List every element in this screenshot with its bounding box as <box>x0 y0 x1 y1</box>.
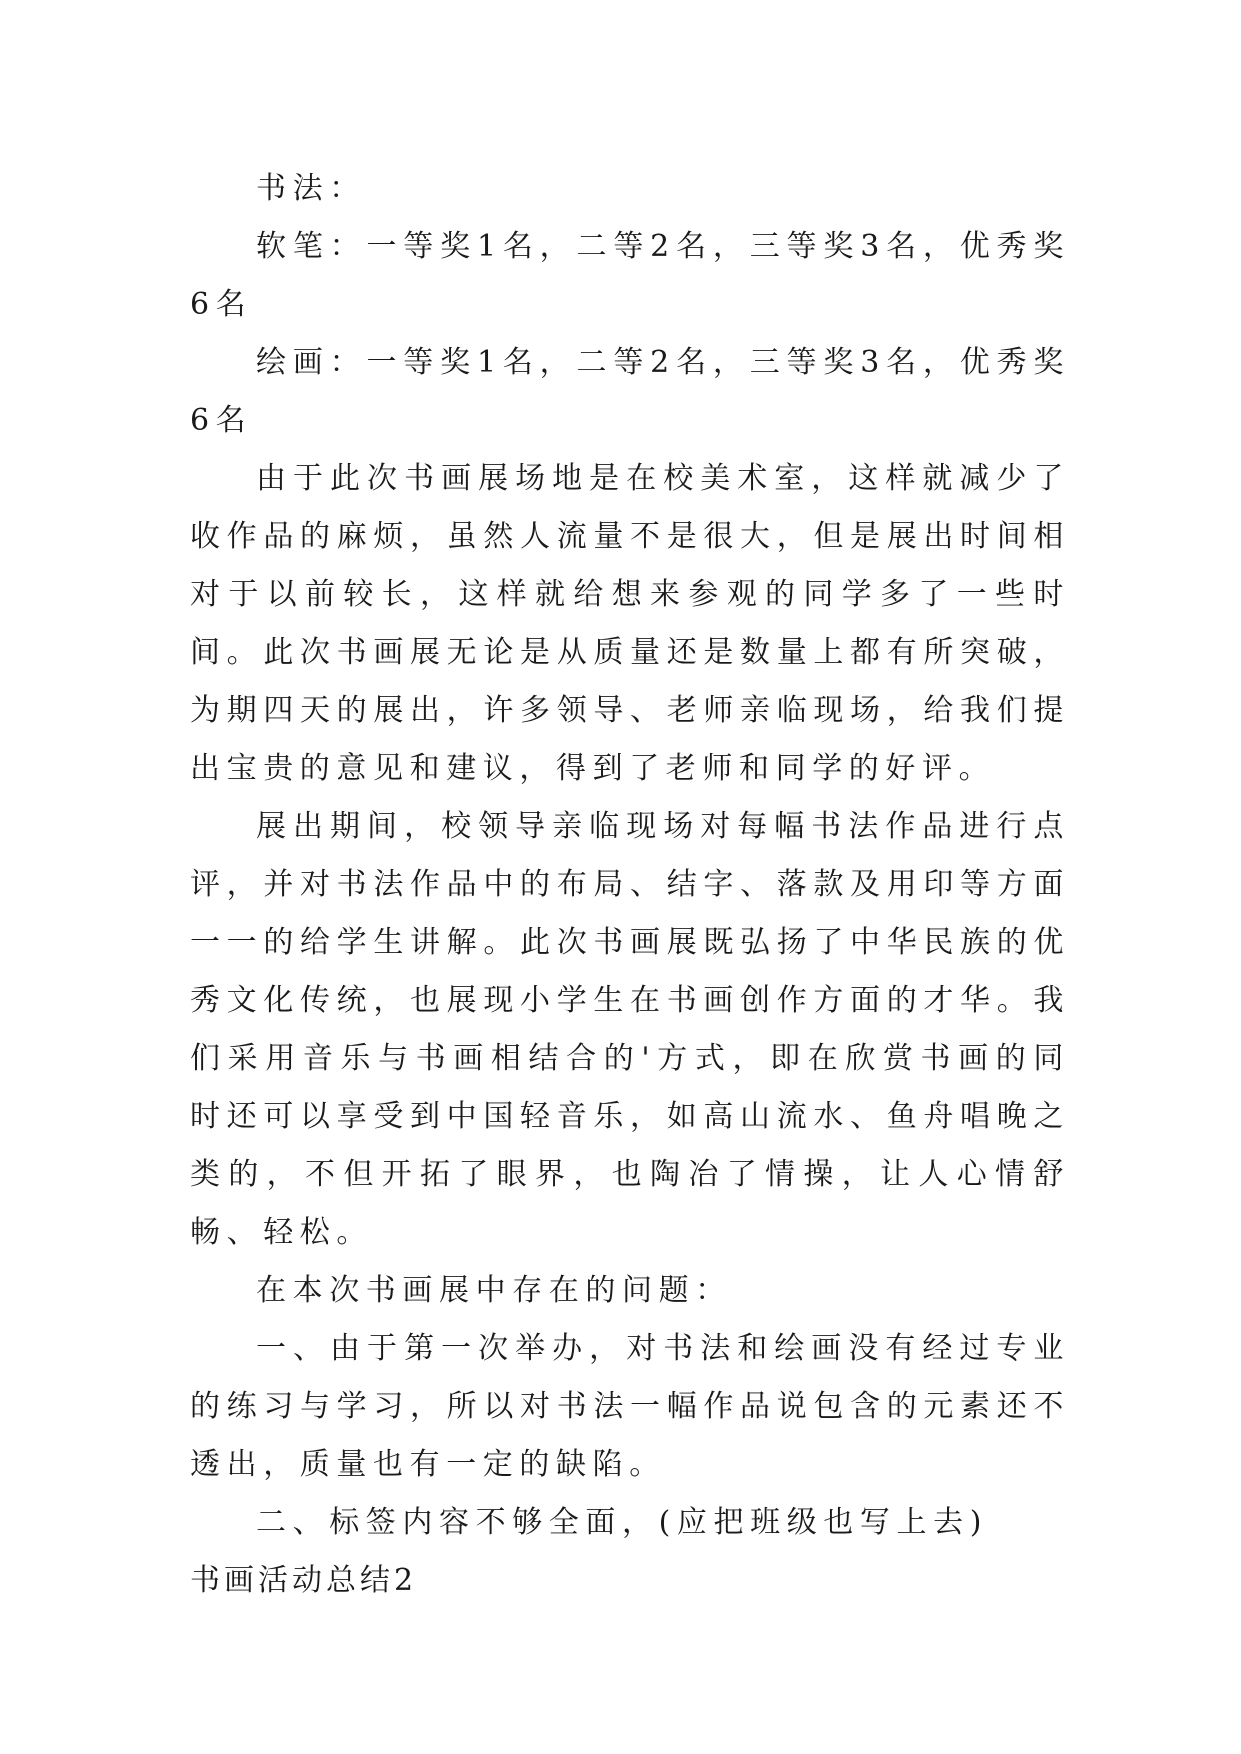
paragraph-painting-awards: 绘画：一等奖1名，二等2名，三等奖3名，优秀奖6名 <box>190 345 1070 438</box>
paragraph-problem-two: 二、标签内容不够全面，(应把班级也写上去) <box>256 1505 989 1540</box>
document-body <box>190 160 1070 1610</box>
paragraph-exhibition-period: 展出期间，校领导亲临现场对每幅书法作品进行点评，并对书法作品中的布局、结字、落款及用印等方面一一的给学生讲解。此次书画展既弘扬了中华民族的优秀文化传统，也展现小学生在书画创作方面的才华。我们采用音乐与书画相结合的'方式，即在欣赏书画的同时还可以享受到中国轻音乐，如高山流水、鱼舟唱晚之类的，不但开拓了眼界，也陶冶了情操，让人心情舒畅、轻松。 <box>190 809 1070 1250</box>
section-heading: 书画活动总结2 <box>190 1563 418 1598</box>
paragraph-venue: 由于此次书画展场地是在校美术室，这样就减少了收作品的麻烦，虽然人流量不是很大，但是展出时间相对于以前较长，这样就给想来参观的同学多了一些时间。此次书画展无论是从质量还是数量上都有所突破，为期四天的展出，许多领导、老师亲临现场，给我们提出宝贵的意见和建议，得到了老师和同学的好评。 <box>190 461 1070 786</box>
paragraph-problems-intro: 在本次书画展中存在的问题： <box>256 1273 732 1308</box>
paragraph-problem-one: 一、由于第一次举办，对书法和绘画没有经过专业的练习与学习，所以对书法一幅作品说包含的元素还不透出，质量也有一定的缺陷。 <box>190 1331 1070 1482</box>
paragraph-soft-brush-awards: 软笔：一等奖1名，二等2名，三等奖3名，优秀奖6名 <box>190 229 1070 322</box>
paragraph-calligraphy-title: 书法： <box>256 171 366 206</box>
